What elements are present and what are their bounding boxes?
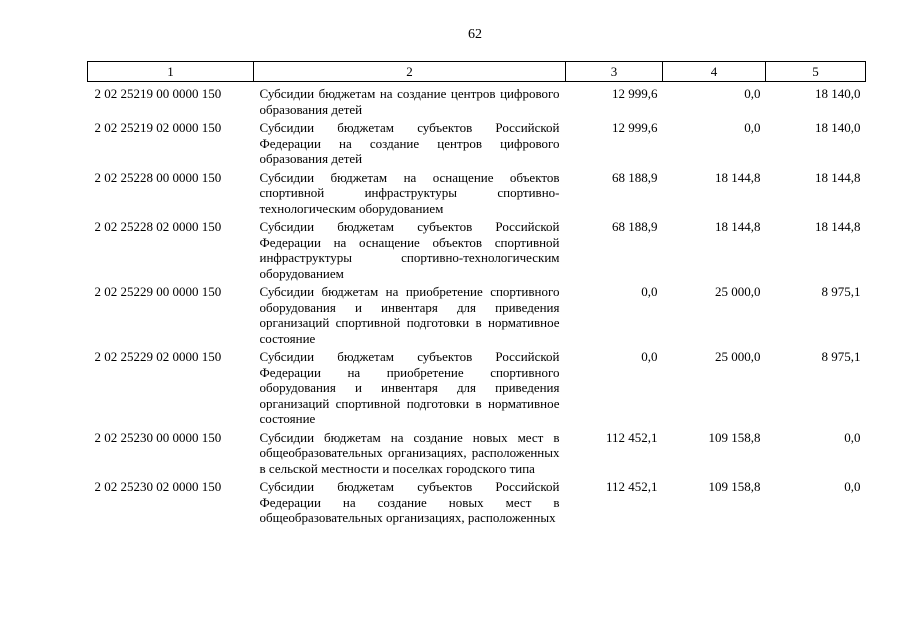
page-number: 62 — [468, 27, 482, 42]
column-header: 2 — [254, 62, 566, 82]
table-row — [88, 219, 866, 284]
budget-code: 2 02 25229 02 0000 150 — [94, 349, 222, 364]
item-name: Субсидии бюджетам на создание центров цифрового образования детей — [259, 86, 560, 117]
value-col-3: 0,0 — [641, 349, 658, 364]
column-header: 1 — [88, 62, 254, 82]
budget-code: 2 02 25228 02 0000 150 — [94, 219, 222, 234]
budget-code: 2 02 25219 02 0000 150 — [94, 120, 222, 135]
budget-code: 2 02 25230 02 0000 150 — [94, 479, 222, 494]
budget-code: 2 02 25230 00 0000 150 — [94, 429, 222, 445]
item-name: Субсидии бюджетам субъектов Российской Федерации на создание новых мест в общеобразовательных организациях, расположенных — [259, 479, 560, 525]
value-col-4: 18 144,8 — [715, 169, 761, 185]
column-header: 4 — [663, 62, 766, 82]
item-name: Субсидии бюджетам на оснащение объектов спортивной инфраструктуры спортивно-технологическим оборудованием — [259, 169, 560, 216]
value-col-3: 68 188,9 — [612, 219, 658, 234]
table-row — [88, 430, 866, 480]
budget-table — [87, 61, 866, 529]
item-name: Субсидии бюджетам на создание новых мест в общеобразовательных организациях, расположенных в сельской местности и поселках городского типа — [259, 429, 560, 476]
value-col-3: 0,0 — [641, 284, 658, 299]
column-header: 5 — [766, 62, 866, 82]
value-col-5: 18 144,8 — [815, 169, 861, 185]
budget-code: 2 02 25228 00 0000 150 — [94, 169, 222, 185]
value-col-5: 0,0 — [844, 429, 861, 445]
value-col-5: 18 140,0 — [815, 120, 861, 135]
value-col-5: 0,0 — [844, 479, 861, 494]
table-row — [88, 349, 866, 430]
table-row — [88, 82, 866, 121]
value-col-4: 18 144,8 — [715, 219, 761, 234]
value-col-4: 0,0 — [744, 86, 761, 101]
table-row — [88, 120, 866, 170]
budget-code: 2 02 25219 00 0000 150 — [94, 86, 222, 101]
value-col-3: 12 999,6 — [612, 86, 658, 101]
value-col-5: 8 975,1 — [821, 349, 861, 364]
table-row — [88, 170, 866, 220]
item-name: Субсидии бюджетам на приобретение спортивного оборудования и инвентаря для приведения организаций спортивной подготовки в нормативное состояние — [259, 284, 560, 346]
value-col-4: 25 000,0 — [715, 284, 761, 299]
value-col-4: 25 000,0 — [715, 349, 761, 364]
header-row — [88, 62, 866, 82]
value-col-3: 112 452,1 — [605, 429, 658, 445]
value-col-5: 18 140,0 — [815, 86, 861, 101]
value-col-5: 8 975,1 — [821, 284, 861, 299]
item-name: Субсидии бюджетам субъектов Российской Федерации на приобретение спортивного оборудования и инвентаря для приведения организаций спортивной подготовки в нормативное состояние — [259, 349, 560, 426]
value-col-3: 112 452,1 — [605, 479, 658, 494]
item-name: Субсидии бюджетам субъектов Российской Федерации на создание центров цифрового образования детей — [259, 120, 560, 166]
table-row — [88, 284, 866, 349]
value-col-4: 109 158,8 — [708, 479, 761, 494]
value-col-4: 109 158,8 — [708, 429, 761, 445]
item-name: Субсидии бюджетам субъектов Российской Федерации на оснащение объектов спортивной инфраструктуры спортивно-технологическим оборудованием — [259, 219, 560, 281]
table-row — [88, 479, 866, 529]
value-col-3: 68 188,9 — [612, 169, 658, 185]
value-col-3: 12 999,6 — [612, 120, 658, 135]
column-header: 3 — [566, 62, 663, 82]
value-col-4: 0,0 — [744, 120, 761, 135]
value-col-5: 18 144,8 — [815, 219, 861, 234]
budget-code: 2 02 25229 00 0000 150 — [94, 284, 222, 299]
